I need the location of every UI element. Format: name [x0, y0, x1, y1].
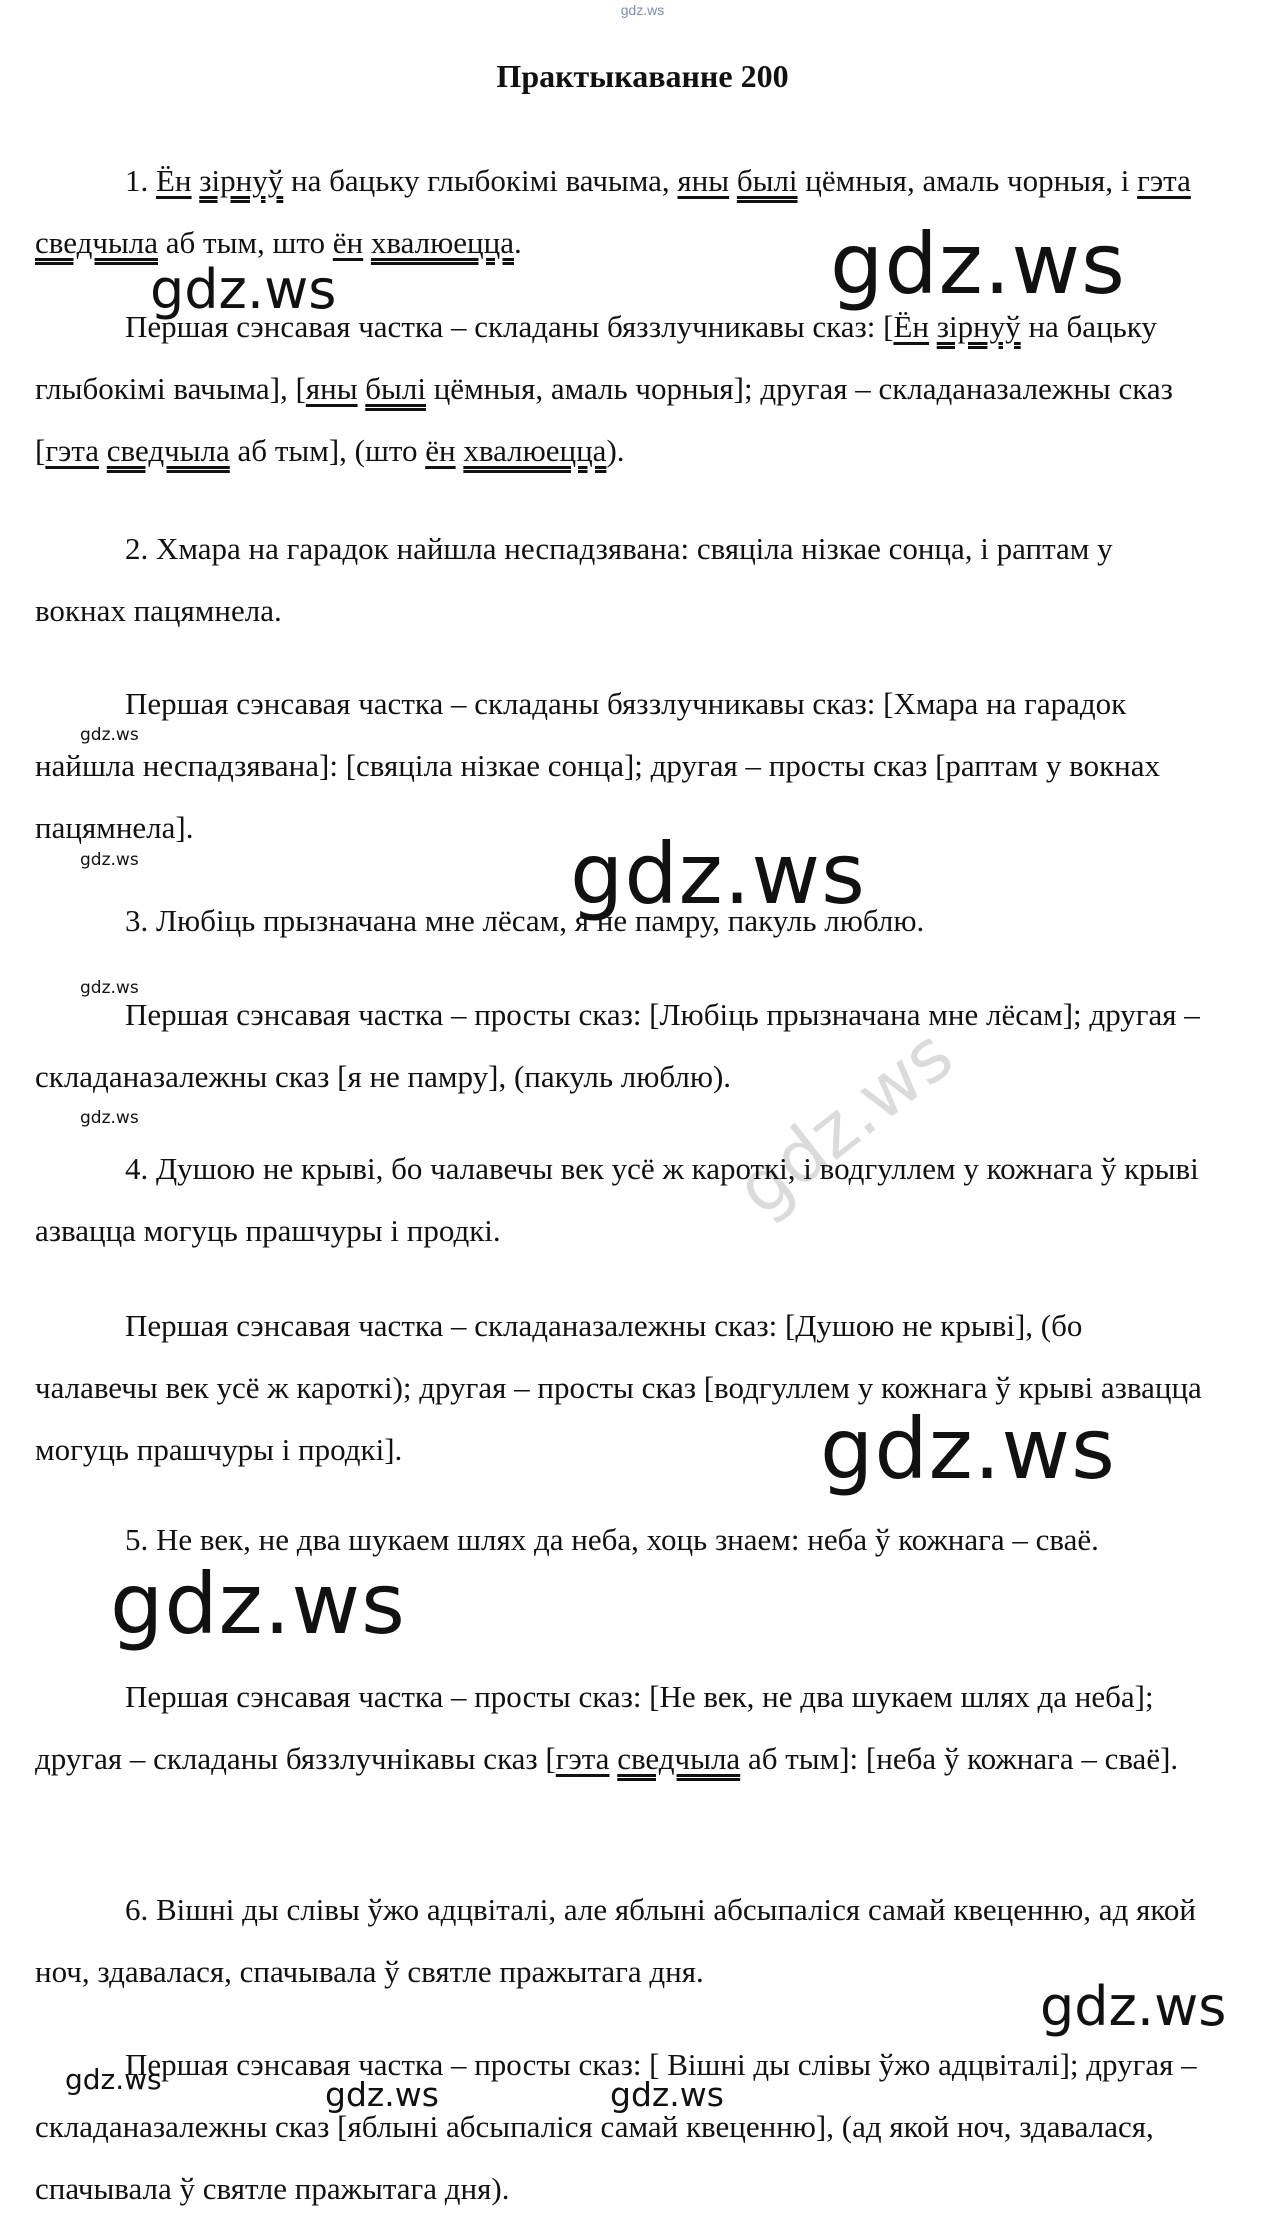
analysis-3: Першая сэнсавая частка – просты сказ: [Любіць прызначана мне лёсам]; другая – складаназалежны сказ [я не памру], (пакуль люблю).: [35, 997, 1200, 1094]
text-run: на бацьку глыбокімі вачыма], [: [35, 309, 1157, 406]
predicate-word: былі: [736, 163, 798, 198]
sentence-4: 4. Душою не крыві, бо чалавечы век усё ж кароткі, і водгуллем у кожнага ў крыві азвацца могуць прашчуры і продкі.: [35, 1151, 1199, 1248]
text-run: Першая сэнсавая частка – складаны бяззлучникавы сказ: [: [125, 309, 894, 344]
predicate-word: сведчыла: [106, 433, 230, 468]
subject-word: яны: [677, 163, 730, 198]
subject-word: гэта: [45, 433, 100, 468]
watermark: gdz.ws: [610, 2075, 724, 2114]
text-run: цёмныя, амаль чорныя]; другая – складаназалежны сказ [: [35, 371, 1173, 468]
watermark: gdz.ws: [570, 825, 866, 923]
watermark: gdz.ws: [110, 1555, 406, 1653]
text-run: [729, 163, 737, 198]
subject-word: гэта: [1137, 163, 1191, 198]
text-run: аб тым, што: [158, 225, 333, 260]
sentence-6: 6. Вішні ды слівы ўжо адцвіталі, але яблыні абсыпаліся самай квеценню, ад якой ноч, здавалася, спачывала ў святле пражытага дня.: [35, 1892, 1196, 1989]
watermark: gdz.ws: [80, 725, 139, 745]
predicate-word: сведчыла: [617, 1741, 741, 1776]
sentence-3: 3. Любіць прызначана мне лёсам, я не памру, пакуль люблю.: [125, 903, 925, 938]
subject-word: Ён: [893, 309, 929, 344]
text-run: .: [514, 225, 522, 260]
predicate-word: зірнуў: [936, 309, 1021, 344]
predicate-word: зірнуў: [199, 163, 284, 198]
subject-word: ён: [425, 433, 456, 468]
predicate-word: былі: [365, 371, 426, 406]
sentence-2: 2. Хмара на гарадок найшла неспадзявана: свяціла нізкае сонца, і раптам у вокнах пацямнела.: [35, 531, 1113, 628]
subject-word: гэта: [555, 1741, 610, 1776]
page-title: Практыкаванне 200: [496, 58, 789, 94]
analysis-5: [35, 1666, 1205, 1790]
text-run: аб тым]: [неба ў кожнага – сваё].: [740, 1741, 1179, 1776]
predicate-word: сведчыла: [35, 225, 158, 260]
text-run: [99, 433, 107, 468]
sentence-5: 5. Не век, не два шукаем шлях да неба, хоць знаем: неба ў кожнага – сваё.: [125, 1522, 1099, 1557]
text-run: аб тым], (што: [229, 433, 426, 468]
top-watermark: gdz.ws: [620, 2, 665, 18]
watermark: gdz.ws: [1040, 1975, 1227, 2038]
predicate-word: хвалюецца: [463, 433, 607, 468]
subject-word: Ён: [156, 163, 192, 198]
text-run: Першая сэнсавая частка – просты сказ: [Не век, не два шукаем шлях да неба]; другая – складаны бяззлучнікавы сказ [: [35, 1679, 1154, 1776]
text-run: ).: [606, 433, 625, 468]
analysis-2: Першая сэнсавая частка – складаны бяззлучникавы сказ: [Хмара на гарадок найшла неспадзявана]: [свяціла нізкае сонца]; другая – просты сказ [раптам у вокнах пацямнела].: [35, 686, 1160, 845]
watermark: gdz.ws: [80, 1108, 139, 1128]
analysis-1: [35, 296, 1205, 482]
subject-word: ён: [332, 225, 364, 260]
text-run: на бацьку глыбокімі вачыма,: [283, 163, 678, 198]
watermark: gdz.ws: [830, 215, 1126, 313]
predicate-word: хвалюецца: [370, 225, 514, 260]
watermark: gdz.ws: [80, 850, 139, 870]
text-run: 1.: [125, 163, 156, 198]
watermark: gdz.ws: [820, 1400, 1116, 1498]
analysis-6: Першая сэнсавая частка – просты сказ: [ Вішні ды слівы ўжо адцвіталі]; другая – складаназалежны сказ [яблыні абсыпаліся самай квеценню], (ад якой ноч, здавалася, спачывала ў святле пражытага дня).: [35, 2047, 1197, 2206]
text-run: [929, 309, 937, 344]
watermark: gdz.ws: [720, 1012, 969, 1232]
watermark: gdz.ws: [325, 2075, 439, 2114]
text-run: [363, 225, 371, 260]
analysis-4: Першая сэнсавая частка – складаназалежны сказ: [Душою не крыві], (бо чалавечы век усё ж кароткі); другая – просты сказ [водгуллем у кожнага ў крыві азвацца могуць прашчуры і продкі].: [35, 1308, 1202, 1467]
subject-word: яны: [305, 371, 358, 406]
watermark: gdz.ws: [80, 978, 139, 998]
watermark: gdz.ws: [150, 258, 337, 321]
watermark: gdz.ws: [65, 2063, 162, 2096]
text-run: цёмныя, амаль чорныя, і: [797, 163, 1138, 198]
